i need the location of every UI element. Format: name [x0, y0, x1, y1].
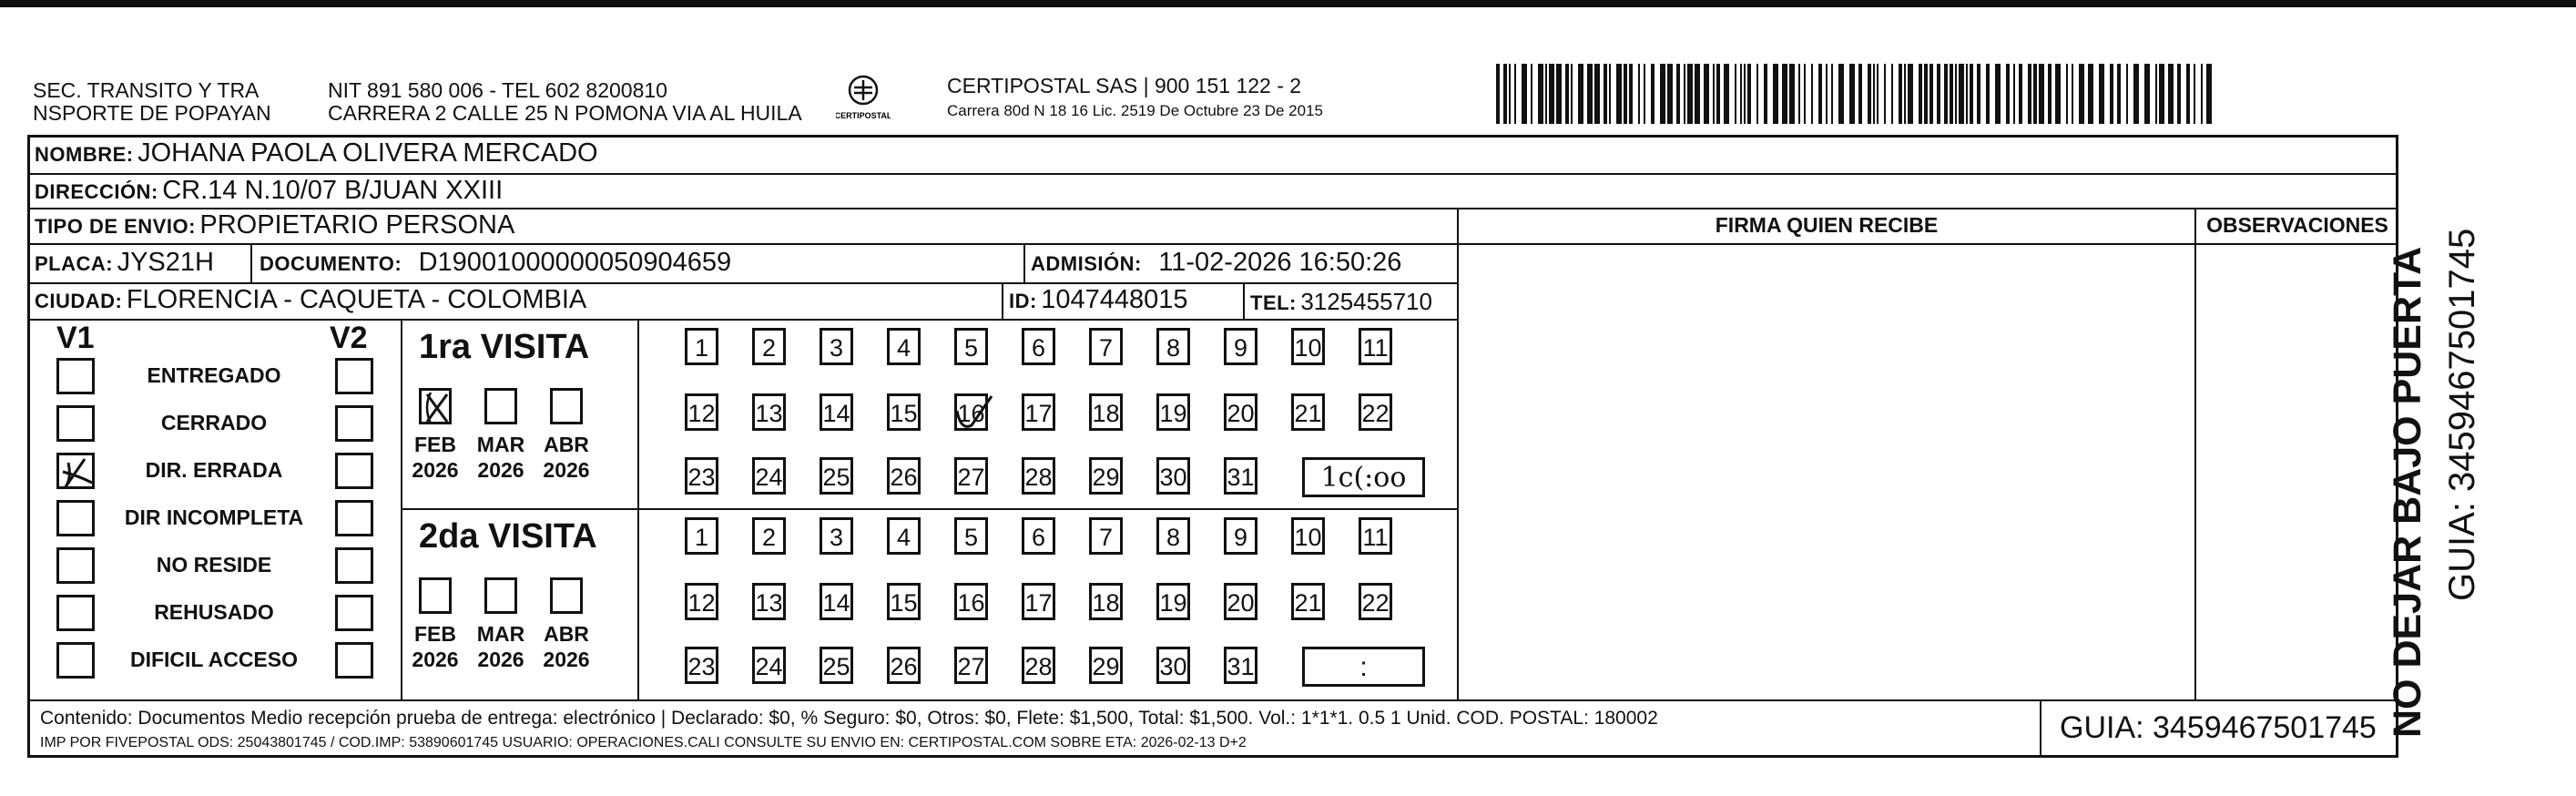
sender-address-line: CARRERA 2 CALLE 25 N POMONA VIA AL HUILA [328, 101, 802, 125]
day-box[interactable] [887, 517, 921, 555]
day-box[interactable] [1359, 517, 1392, 555]
day-number: 13 [755, 589, 783, 617]
day-box[interactable] [1089, 647, 1123, 684]
day-box[interactable] [1022, 328, 1055, 365]
day-box[interactable] [1224, 647, 1257, 684]
id-value: 1047448015 [1041, 285, 1188, 314]
certipostal-logo [836, 73, 891, 126]
day-number: 8 [1166, 334, 1181, 362]
day-box[interactable] [752, 393, 786, 431]
day-box[interactable] [1156, 328, 1190, 365]
day-number: 28 [1024, 464, 1053, 491]
day-box[interactable] [1022, 517, 1055, 555]
admision-label: ADMISIÓN: [1031, 252, 1142, 275]
day-box[interactable] [1291, 583, 1325, 620]
barcode-gap [2212, 64, 2217, 124]
day-number: 14 [822, 589, 850, 617]
day-box[interactable] [1089, 517, 1123, 555]
month-name: MAR [476, 622, 525, 646]
day-number: 28 [1024, 653, 1053, 680]
tipo-envio-row [35, 209, 514, 240]
month-name: MAR [476, 433, 525, 456]
contenido-line: Contenido: Documentos Medio recepción prueba de entrega: electrónico | Declarado: $0, % Seguro: $0, Otros: $0, Flete: $1,500, Total: $1,500. Vol.: 1*1*1. 0.5 1 Unid. COD. POSTAL: 180002 [40, 708, 1658, 729]
day-number: 22 [1361, 589, 1390, 617]
day-number: 21 [1294, 400, 1322, 427]
day-box[interactable] [685, 328, 718, 365]
day-box[interactable] [887, 647, 921, 684]
day-box[interactable] [1359, 393, 1392, 431]
day-box[interactable] [954, 393, 988, 431]
day-box[interactable] [887, 457, 921, 495]
v2-checkbox[interactable] [335, 358, 373, 394]
day-number: 27 [957, 653, 985, 680]
month-checkbox[interactable] [484, 577, 517, 614]
footer-guia: GUIA: 3459467501745 [2060, 710, 2377, 745]
day-number: 11 [1362, 334, 1389, 362]
day-box[interactable] [1022, 393, 1055, 431]
nombre-row [35, 138, 598, 168]
day-number: 12 [687, 589, 716, 617]
divider [27, 699, 2398, 701]
day-box[interactable] [954, 328, 988, 365]
day-box[interactable] [1359, 583, 1392, 620]
admision-value: 11-02-2026 16:50:26 [1158, 248, 1402, 277]
v1-checkbox[interactable] [56, 595, 95, 631]
v1-checkbox[interactable] [56, 642, 95, 679]
v2-checkbox[interactable] [335, 547, 373, 584]
status-option-label: NO RESIDE [156, 553, 272, 577]
month-name: ABR [544, 622, 589, 646]
day-number: 3 [829, 524, 844, 551]
day-box[interactable] [887, 393, 921, 431]
day-number: 15 [890, 400, 918, 427]
day-number: 8 [1166, 524, 1181, 551]
day-box[interactable] [820, 583, 853, 620]
day-box[interactable] [1224, 457, 1257, 495]
month-checkbox[interactable] [484, 388, 517, 424]
day-number: 23 [687, 464, 716, 491]
day-number: 10 [1294, 334, 1322, 362]
day-box[interactable] [1156, 393, 1190, 431]
day-box[interactable] [752, 328, 786, 365]
divider [401, 508, 1457, 510]
v2-checkbox[interactable] [335, 405, 373, 442]
day-number: 24 [755, 653, 783, 680]
day-number: 1 [694, 524, 709, 551]
day-number: 10 [1294, 524, 1322, 551]
direccion-row [35, 175, 503, 206]
status-option-label: DIR. ERRADA [145, 458, 283, 482]
visit2-title: 2da VISITA [419, 517, 597, 556]
tel-value: 3125455710 [1300, 288, 1432, 315]
company-line: CERTIPOSTAL SAS | 900 151 122 - 2 [947, 74, 1302, 97]
observaciones-header: OBSERVACIONES [2206, 213, 2388, 237]
divider [1243, 282, 1245, 319]
day-box[interactable] [954, 583, 988, 620]
status-option-label: ENTREGADO [147, 363, 281, 387]
placa-value: JYS21H [117, 248, 214, 277]
tipo-envio-label: TIPO DE ENVIO: [35, 215, 196, 238]
day-box[interactable] [887, 583, 921, 620]
sender-line-1: SEC. TRANSITO Y TRA [33, 78, 260, 102]
day-number: 20 [1227, 400, 1255, 427]
month-checkbox[interactable] [419, 577, 452, 614]
day-number: 30 [1159, 653, 1187, 680]
day-number: 9 [1233, 524, 1248, 551]
documento-value: D19001000000050904659 [418, 248, 732, 277]
day-box[interactable] [1224, 517, 1257, 555]
firma-quien-recibe-header: FIRMA QUIEN RECIBE [1715, 213, 1939, 237]
day-number: 26 [890, 653, 918, 680]
v2-checkbox[interactable] [335, 500, 373, 536]
day-box[interactable] [1156, 457, 1190, 495]
day-box[interactable] [1089, 583, 1123, 620]
month-label [408, 621, 463, 672]
placa-cell [35, 247, 214, 278]
month-label [408, 432, 463, 483]
day-number: 5 [963, 524, 979, 551]
month-year: 2026 [412, 648, 459, 671]
day-number: 25 [822, 653, 850, 680]
day-number: 24 [755, 464, 783, 491]
documento-cell [260, 247, 731, 278]
day-number: 16 [957, 589, 985, 617]
ciudad-cell [35, 284, 586, 315]
nombre-label: NOMBRE: [35, 143, 134, 166]
day-box[interactable] [685, 457, 718, 495]
day-box[interactable] [1224, 328, 1257, 365]
day-number: 14 [822, 400, 850, 427]
month-year: 2026 [477, 458, 524, 482]
day-box[interactable] [752, 517, 786, 555]
v1-checkbox[interactable] [56, 453, 95, 489]
v1-checkbox[interactable] [56, 500, 95, 536]
day-number: 18 [1092, 400, 1120, 427]
day-box[interactable] [1089, 328, 1123, 365]
day-box[interactable] [954, 647, 988, 684]
svg-text:CERTIPOSTAL: CERTIPOSTAL [836, 111, 891, 120]
day-number: 4 [896, 334, 911, 362]
time-value: 1c(:oo [1320, 462, 1407, 494]
month-checkbox[interactable] [550, 577, 583, 614]
divider [27, 319, 1457, 321]
month-label [473, 621, 528, 672]
day-box[interactable] [685, 393, 718, 431]
v2-checkbox[interactable] [335, 595, 373, 631]
v2-checkbox[interactable] [335, 642, 373, 679]
day-box[interactable] [954, 517, 988, 555]
observations-area[interactable] [2196, 245, 2398, 699]
day-box[interactable] [752, 583, 786, 620]
month-name: FEB [414, 622, 456, 646]
nombre-value: JOHANA PAOLA OLIVERA MERCADO [137, 138, 598, 168]
day-box[interactable] [752, 457, 786, 495]
nit-line: NIT 891 580 006 - TEL 602 8200810 [328, 78, 667, 102]
day-number: 12 [687, 400, 716, 427]
day-box[interactable] [752, 647, 786, 684]
day-number: 2 [761, 334, 777, 362]
day-box[interactable] [1291, 328, 1325, 365]
documento-label: DOCUMENTO: [260, 252, 402, 275]
v1-checkbox[interactable] [56, 547, 95, 584]
side-guia: GUIA: 3459467501745 [2442, 228, 2482, 601]
day-box[interactable] [820, 328, 853, 365]
month-name: FEB [414, 433, 456, 456]
direccion-value: CR.14 N.10/07 B/JUAN XXIII [162, 176, 504, 205]
month-checkbox[interactable] [550, 388, 583, 424]
day-box[interactable] [685, 517, 718, 555]
day-box[interactable] [1291, 517, 1325, 555]
license-line: Carrera 80d N 18 16 Lic. 2519 De Octubre 23 De 2015 [947, 102, 1323, 119]
day-number: 21 [1294, 589, 1322, 617]
v1-header: V1 [56, 321, 95, 355]
day-number: 23 [687, 653, 716, 680]
day-number: 27 [957, 464, 985, 491]
day-number: 17 [1024, 400, 1053, 427]
day-number: 31 [1227, 464, 1255, 491]
admision-cell [1031, 247, 1401, 278]
tipo-envio-value: PROPIETARIO PERSONA [199, 210, 515, 240]
day-number: 3 [829, 334, 844, 362]
day-box[interactable] [1022, 457, 1055, 495]
month-year: 2026 [477, 648, 524, 671]
sender-line-2: NSPORTE DE POPAYAN [33, 101, 271, 125]
day-box[interactable] [685, 647, 718, 684]
placa-label: PLACA: [35, 252, 114, 275]
day-box[interactable] [1089, 393, 1123, 431]
day-number: 22 [1361, 400, 1390, 427]
time-box[interactable] [1302, 457, 1425, 497]
imp-line: IMP POR FIVEPOSTAL ODS: 25043801745 / COD.IMP: 53890601745 USUARIO: OPERACIONES.CALI CONSULTE SU ENVIO EN: CERTIPOSTAL.COM SOBRE ETA: 2026-02-13 D+2 [40, 735, 1247, 750]
day-number: 15 [890, 589, 918, 617]
divider [1002, 282, 1003, 319]
status-option-label: DIFICIL ACCESO [129, 648, 298, 671]
signature-area[interactable] [1459, 245, 2194, 699]
day-number: 30 [1159, 464, 1187, 491]
month-year: 2026 [412, 458, 459, 482]
x-mark-icon [422, 391, 453, 425]
day-box[interactable] [1359, 328, 1392, 365]
day-box[interactable] [1022, 583, 1055, 620]
v2-checkbox[interactable] [335, 453, 373, 489]
month-year: 2026 [543, 648, 590, 671]
month-label [473, 432, 528, 483]
no-dejar-bajo-puerta: NO DEJAR BAJO PUERTA [2386, 246, 2429, 738]
day-box[interactable] [820, 647, 853, 684]
day-number: 7 [1098, 524, 1114, 551]
day-number: 19 [1159, 400, 1187, 427]
divider [2040, 699, 2041, 758]
day-number: 26 [890, 464, 918, 491]
day-number: 7 [1098, 334, 1114, 362]
id-label: ID: [1009, 290, 1037, 312]
day-number: 2 [761, 524, 777, 551]
time-value: : [1359, 652, 1368, 682]
divider [401, 319, 402, 699]
month-label [539, 621, 594, 672]
status-option-label: DIR INCOMPLETA [124, 505, 304, 529]
tel-label: TEL: [1250, 291, 1297, 314]
day-box[interactable] [1156, 517, 1190, 555]
day-number: 9 [1233, 334, 1248, 362]
visit1-title: 1ra VISITA [419, 328, 590, 366]
day-number: 29 [1092, 464, 1120, 491]
day-box[interactable] [954, 457, 988, 495]
day-number: 31 [1227, 653, 1255, 680]
direccion-label: DIRECCIÓN: [35, 180, 158, 203]
time-box[interactable] [1302, 647, 1425, 687]
month-year: 2026 [543, 458, 590, 482]
day-box[interactable] [1224, 583, 1257, 620]
month-name: ABR [544, 433, 589, 456]
divider [637, 319, 639, 699]
day-box[interactable] [887, 328, 921, 365]
day-number: 5 [963, 334, 979, 362]
day-box[interactable] [1022, 647, 1055, 684]
day-box[interactable] [820, 393, 853, 431]
v2-header: V2 [330, 321, 368, 355]
v1-checkbox[interactable] [56, 405, 95, 442]
month-label [539, 432, 594, 483]
status-option-label: REHUSADO [154, 600, 274, 624]
day-box[interactable] [820, 457, 853, 495]
day-box[interactable] [1089, 457, 1123, 495]
day-number: 29 [1092, 653, 1120, 680]
day-box[interactable] [1224, 393, 1257, 431]
day-box[interactable] [685, 583, 718, 620]
day-number: 25 [822, 464, 850, 491]
day-number: 11 [1362, 524, 1389, 551]
day-number: 6 [1031, 334, 1046, 362]
status-option-label: CERRADO [160, 411, 268, 434]
barcode [1496, 64, 2220, 124]
top-edge-line [0, 0, 2576, 7]
divider [1023, 243, 1025, 282]
day-number: 17 [1024, 589, 1053, 617]
divider [250, 243, 252, 282]
day-number: 1 [694, 334, 709, 362]
tel-cell [1250, 286, 1432, 317]
day-box[interactable] [1291, 393, 1325, 431]
day-number: 20 [1227, 589, 1255, 617]
ciudad-value: FLORENCIA - CAQUETA - COLOMBIA [126, 285, 587, 314]
day-box[interactable] [820, 517, 853, 555]
day-number: 4 [896, 524, 911, 551]
day-number: 19 [1159, 589, 1187, 617]
day-box[interactable] [1156, 583, 1190, 620]
v1-checkbox[interactable] [56, 358, 95, 394]
day-number: 16 [957, 400, 985, 427]
ciudad-label: CIUDAD: [35, 290, 123, 312]
month-checkbox[interactable] [419, 388, 452, 424]
day-number: 13 [755, 400, 783, 427]
day-box[interactable] [1156, 647, 1190, 684]
day-number: 6 [1031, 524, 1046, 551]
handwritten-mark-icon [59, 455, 96, 492]
day-number: 18 [1092, 589, 1120, 617]
id-cell [1009, 284, 1188, 315]
